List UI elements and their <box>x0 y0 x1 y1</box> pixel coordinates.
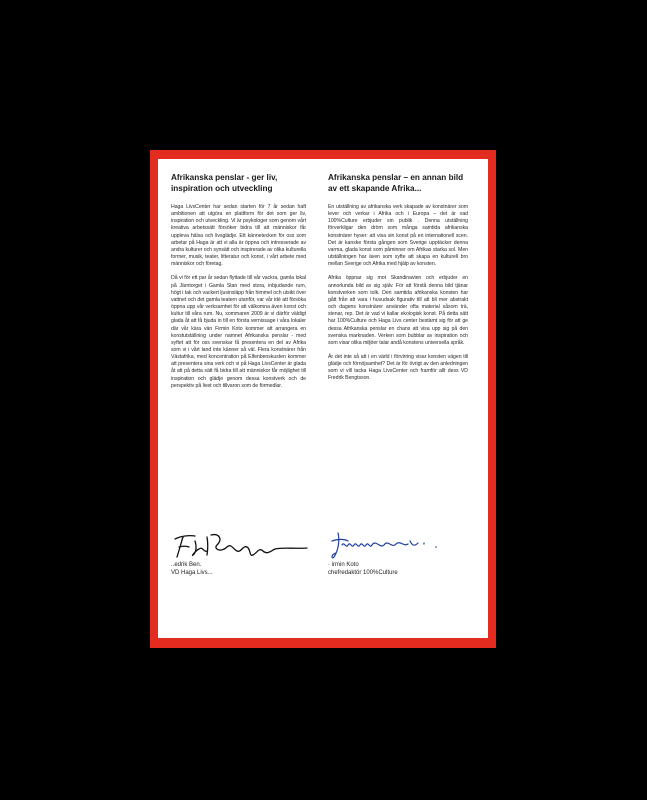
right-signature-name: · irmin Koto <box>328 562 359 568</box>
right-heading: Afrikanska penslar – en annan bild av ett skapande Afrika... <box>328 173 464 193</box>
left-paragraph-2: Då vi för ett par år sedan flyttade till vår vackra, gamla lokal på Järntorget i Gamla Stan med stora, inbjudande rum, högt i tak och vackert ljusinsläpp från himmel och utsikt över vattnet och det gamla teatern utanför, var vår idé att försöka öppna upp vår verksamhet för att välkomna även konst och kultur till våra rum. Nu, sommaren 2009 är vi därför väldigt glada åt att få bjuda in till en första vernissage i våra lokaler där vår kära vän Firmin Koto kommer att arrangera en konstutställning under namnet Afrikanska penslar - med syftet att för oss svenskar få presentera en del av Afrika som vi i vårt land inte känner så väl. Flera konstnärer från Västafrika, med koncentration på Elfenbenskusten kommer att presentera sina verk och vi på Haga LivsCenter är glada åt att på detta sätt få bidra till att människor får möjlighet till inspiration och glädje genom dessa konstverk och de perspektiv på livet och tillvaron som de förmedlar. <box>171 275 307 389</box>
right-paragraph-3: Är det inte så att i en värld i förvirring visar konsten vägen till glädje och förnöjsamhet? Det är för övrigt av den anledningen som vi vill tacka Haga LivsCenter och framför allt dess VD Fredrik Bengtsson. <box>328 353 468 382</box>
document-page <box>158 159 488 638</box>
left-heading: Afrikanska penslar - ger liv, inspiration och utveckling <box>171 173 278 193</box>
right-signature-title: chefredaktör 100%Culture <box>328 570 398 576</box>
red-frame <box>150 150 496 648</box>
handwritten-signature-right <box>328 527 468 561</box>
left-signature-block <box>171 527 311 577</box>
right-paragraph-2: Afrika öppnar sig mot Skandinavien och erbjuder en annorlunda bild av sig själv. För att förstå denna bild tjänar konstverken som tolk. Den samtida afrikanska konsten har gått från att vara i huvudsak figurativ till att bli mer abstrakt och dagens konstnärer använder ofta material såsom trä, stenar, rep. Det är vad vi kallar ekologisk konst. På detta sätt har 100%Culture och Haga Livs center bestämt sig för att ge dessa Afrikanska penslar en chans att visa upp sig på den svenska marknaden. Verken som bubblar av inspiration och som visar olika miljöer talar andå konstens universella språk. <box>328 275 468 346</box>
right-column <box>328 173 468 390</box>
left-column <box>171 173 306 397</box>
left-signature-title: VD Haga Livs... <box>171 570 213 576</box>
right-paragraph-1: En utställning av afrikanska verk skapade av konstnärer som lever och verkar i Afrika och i Europa – det är vad 100%Culture erbjuder sin publik . Denna utställning förverkligar den dröm som många samtida afrikanska konstnärer hyser: att visa sin konst på en internationell scen. Det är kanske första gången som Sverige upptäcker denna varma, glada konst som påminner om Afrikas starka sol. Men utställningen har även som syfte att skapa en kulturell bro mellan Sverige och Afrika med hjälp av konsten. <box>328 204 468 268</box>
handwritten-signature-left <box>171 527 311 561</box>
right-signature-block <box>328 527 468 577</box>
left-paragraph-1: Haga LivsCenter har sedan starten för 7 år sedan haft ambitionen att utgöra en plattform för det som ger liv, inspiration och utveckling. Vi är psykologer som genom vårt kreativa arbetssätt försöker bidra till att människor får uppleva hälsa och livsglädje. Ett kännetecken för oss som arbetar på Haga är att vi alla är öppna och intresserade av andra kulturer och synsätt och inspirerade av olika kulturella former, musik, teater, litteratur och konst, i vårt arbete med människor och företag. <box>171 204 306 268</box>
left-signature-name: ..edrik Ben. <box>171 562 202 568</box>
